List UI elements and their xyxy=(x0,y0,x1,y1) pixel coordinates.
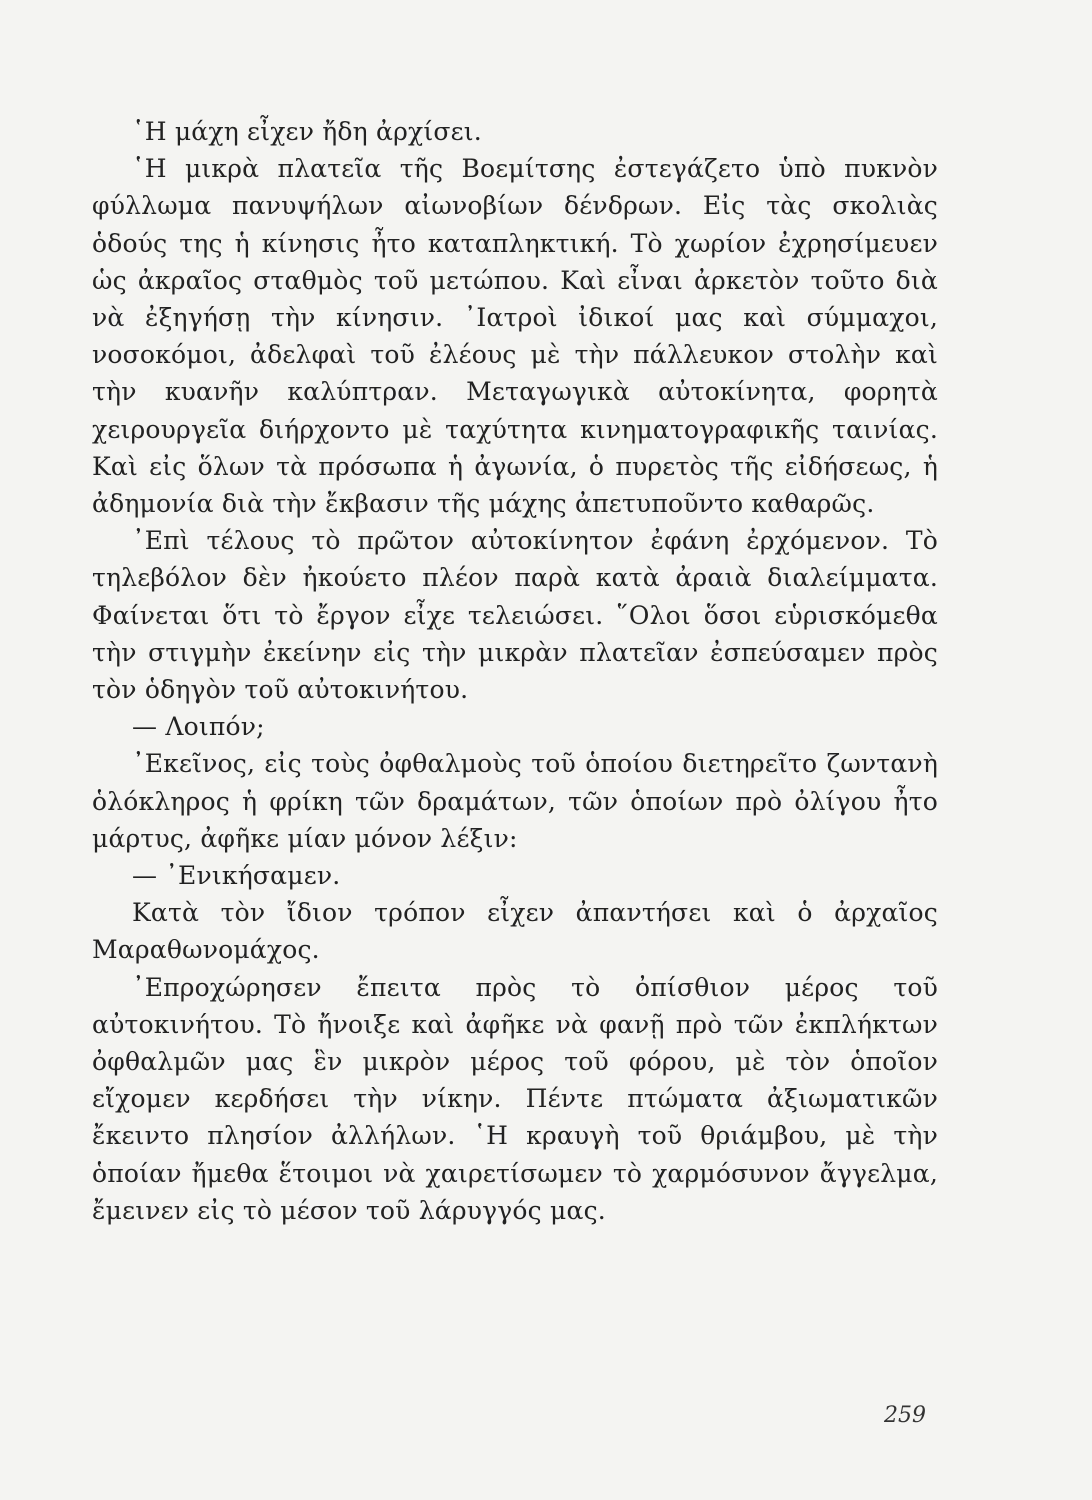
paragraph-3: ᾿Επὶ τέλους τὸ πρῶτον αὐτοκίνητον ἐφάνη ἐρχόμενον. Τὸ τηλεβόλον δὲν ἠκούετο πλέον παρὰ κατὰ ἀραιὰ διαλείμματα. Φαίνεται ὅτι τὸ ἔργον εἶχε τελειώσει. ῞Ολοι ὅσοι εὑρισκόμεθα τὴν στιγμὴν ἐκείνην εἰς τὴν μικρὰν πλατεῖαν ἐσπεύσαμεν πρὸς τὸν ὁδηγὸν τοῦ αὐτοκινήτου. xyxy=(92,526,938,705)
paragraph-7: Κατὰ τὸν ἴδιον τρόπον εἶχεν ἀπαντήσει καὶ ὁ ἀρχαῖος Μαραθωνομάχος. xyxy=(92,898,938,965)
paragraph-2: ῾Η μικρὰ πλατεῖα τῆς Βοεμίτσης ἐστεγάζετο ὑπὸ πυκνὸν φύλλωμα πανυψήλων αἰωνοβίων δένδρων. Εἰς τὰς σκολιὰς ὁδούς της ἡ κίνησις ἦτο καταπληκτική. Τὸ χωρίον ἐχρησίμευεν ὡς ἀκραῖος σταθμὸς τοῦ μετώπου. Καὶ εἶναι ἀρκετὸν τοῦτο διὰ νὰ ἐξηγήσῃ τὴν κίνησιν. ᾿Ιατροὶ ἰδικοί μας καὶ σύμμαχοι, νοσοκόμοι, ἀδελφαὶ τοῦ ἐλέους μὲ τὴν πάλλευκον στολὴν καὶ τὴν κυανῆν καλύπτραν. Μεταγωγικὰ αὐτοκίνητα, φορητὰ χειρουργεῖα διήρχοντο μὲ ταχύτητα κινηματογραφικῆς ταινίας. Καὶ εἰς ὅλων τὰ πρόσωπα ἡ ἀγωνία, ὁ πυρετὸς τῆς εἰδήσεως, ἡ ἀδημονία διὰ τὴν ἔκβασιν τῆς μάχης ἀπετυποῦντο καθαρῶς. xyxy=(92,154,938,519)
paragraph-5: ᾿Εκεῖνος, εἰς τοὺς ὀφθαλμοὺς τοῦ ὁποίου διετηρεῖτο ζωντανὴ ὁλόκληρος ἡ φρίκη τῶν δραμάτων, τῶν ὁποίων πρὸ ὀλίγου ἦτο μάρτυς, ἀφῆκε μίαν μόνον λέξιν: xyxy=(92,749,938,853)
body-text xyxy=(92,113,938,1229)
paragraph-4: — Λοιπόν; xyxy=(132,712,265,742)
paragraph-1: ῾Η μάχη εἶχεν ἤδη ἀρχίσει. xyxy=(132,117,482,146)
page-number: 259 xyxy=(884,1403,926,1428)
paragraph-8: ᾿Επροχώρησεν ἔπειτα πρὸς τὸ ὀπίσθιον μέρος τοῦ αὐτοκινήτου. Τὸ ἤνοιξε καὶ ἀφῆκε νὰ φανῇ πρὸ τῶν ἐκπλήκτων ὀφθαλμῶν μας ἓν μικρὸν μέρος τοῦ φόρου, μὲ τὸν ὁποῖον εἴχομεν κερδήσει τὴν νίκην. Πέντε πτώματα ἀξιωματικῶν ἔκειντο πλησίον ἀλλήλων. ῾Η κραυγὴ τοῦ θριάμβου, μὲ τὴν ὁποίαν ἤμεθα ἕτοιμοι νὰ χαιρετίσωμεν τὸ χαρμόσυνον ἄγγελμα, ἔμεινεν εἰς τὸ μέσον τοῦ λάρυγγός μας. xyxy=(92,972,938,1225)
paragraph-6: — ᾿Ενικήσαμεν. xyxy=(132,861,341,891)
